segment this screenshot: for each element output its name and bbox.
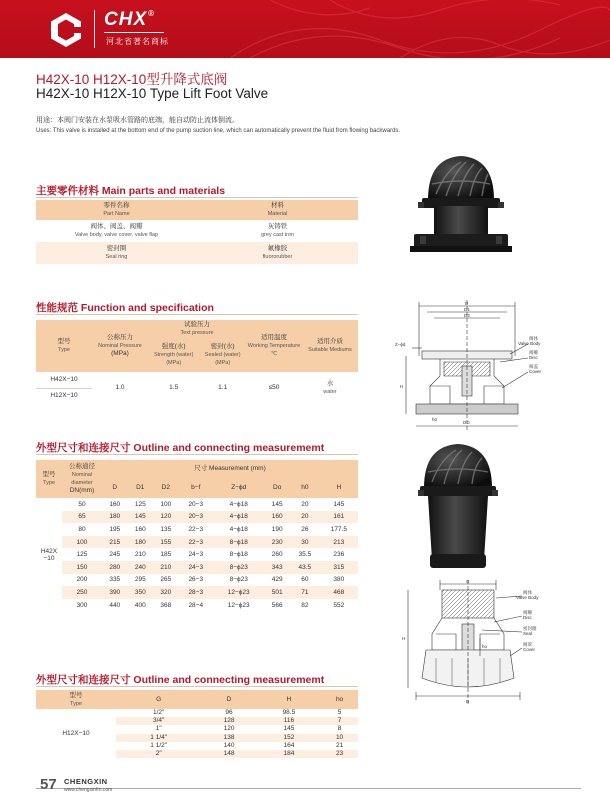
measure-cell: 160 xyxy=(109,500,121,508)
measure-cell: 24−3 xyxy=(179,561,213,574)
measure-cell: 210 xyxy=(134,551,146,559)
parts-section-rule xyxy=(36,197,358,198)
spec-table xyxy=(36,320,358,404)
dn-cell: 250 xyxy=(62,586,102,599)
measure-cell: 160 xyxy=(134,525,146,533)
brand-logo-icon xyxy=(46,10,86,50)
table-row xyxy=(36,372,358,388)
measure-cell: 125 xyxy=(134,500,146,508)
measure-cell: 43.5 xyxy=(290,561,320,574)
spec-header-temperature: 适用温度 Working Temperature ℃ xyxy=(246,320,302,372)
measure-cell: 566 xyxy=(271,601,283,609)
measure-cell: 8−ϕ23 xyxy=(229,576,248,584)
measure-cell: 71 xyxy=(290,586,320,599)
h12x-valve-photo xyxy=(414,442,502,572)
measure-cell: 116 xyxy=(257,717,321,725)
measure-cell: 12−ϕ23 xyxy=(227,601,250,609)
outline2-section-title: 外型尺寸和连接尺寸 Outline and connecting measurememt xyxy=(36,674,325,686)
measure-cell: 400 xyxy=(134,601,146,609)
table-row xyxy=(36,709,358,717)
dn-cell: 300 xyxy=(76,601,88,609)
measure-cell: 180 xyxy=(128,536,154,549)
uses-text-en: Uses: This valve is installed at the bottom end of the pump suction line, which can automatically prevent the fluid from flowing backwards. xyxy=(36,128,401,134)
measure-cell: 128 xyxy=(201,717,256,725)
outline1-header-dn: 公称通径 Nominal diameter DN(mm) xyxy=(62,460,102,498)
spec-strength-value: 1.5 xyxy=(169,384,179,391)
outline1-header-measurement: 尺寸 Measurement (mm) xyxy=(102,460,358,478)
outline1-col-header: b−f xyxy=(179,478,213,498)
measure-cell: 501 xyxy=(264,586,290,599)
outline2-col-header: ho xyxy=(321,690,358,709)
measure-cell: 100 xyxy=(160,500,172,508)
measure-cell: 265 xyxy=(160,576,172,584)
callout-body-cn: 阀体 xyxy=(529,336,538,341)
uses-text-cn: 用途：本阀门安装在水泵吸水管路的底端，能自动防止流体倒流。 xyxy=(36,117,239,124)
spec-header-medium: 适用介质 Suitable Mediums xyxy=(302,320,358,372)
measure-cell: 138 xyxy=(201,734,256,742)
dn-cell: 100 xyxy=(62,536,102,549)
measure-cell: 230 xyxy=(264,536,290,549)
parts-table xyxy=(36,200,358,264)
outline1-type-cell: H42X −10 xyxy=(40,547,58,562)
spec-header-sealed: 密封(水) Sealed (water) (MPa) xyxy=(199,338,246,372)
measure-cell: 5 xyxy=(337,709,342,717)
outline1-section-rule xyxy=(36,454,358,455)
measure-cell: 164 xyxy=(283,741,295,749)
measure-cell: 22−3 xyxy=(188,525,204,533)
callout-body-en: Valve Body xyxy=(516,595,539,600)
measure-cell: 210 xyxy=(153,561,179,574)
material-cell: 灰铸铁 grey cast iron xyxy=(260,223,294,238)
measure-cell: 260 xyxy=(271,551,283,559)
spec-section-rule xyxy=(36,314,358,315)
spec-type-1: H42X−10 xyxy=(36,372,92,388)
outline2-table xyxy=(36,690,358,758)
measure-cell: 135 xyxy=(160,525,172,533)
measure-cell: 380 xyxy=(333,576,345,584)
dim-label-h: H xyxy=(402,636,406,641)
measure-cell: 8−ϕ18 xyxy=(229,551,248,559)
part-name-cell: 密封圈 Seal ring xyxy=(36,242,197,264)
spec-medium-value: 水 water xyxy=(323,380,337,395)
measure-cell: 20 xyxy=(290,511,320,524)
measure-cell: 120 xyxy=(153,511,179,524)
dim-label-d1: D1 xyxy=(464,307,470,312)
measure-cell: 60 xyxy=(301,576,309,584)
table-row xyxy=(36,511,358,524)
measure-cell: 20−3 xyxy=(179,511,213,524)
outline1-col-header: h0 xyxy=(290,478,320,498)
size-cell: 3/4" xyxy=(116,717,201,725)
dim-label-d: D xyxy=(465,301,469,306)
spec-header-row-1 xyxy=(36,320,358,338)
measure-cell: 240 xyxy=(128,561,154,574)
dn-cell: 50 xyxy=(78,500,86,508)
measure-cell: 98.5 xyxy=(282,709,296,717)
measure-cell: 213 xyxy=(320,536,358,549)
callout-cover-en: Cover xyxy=(529,369,542,374)
banner-wave-pattern xyxy=(0,0,610,58)
measure-cell: 145 xyxy=(271,500,283,508)
parts-section-title: 主要零件材料 Main parts and materials xyxy=(36,185,226,197)
measure-cell: 160 xyxy=(264,511,290,524)
dim-label-h0: h0 xyxy=(432,417,438,422)
measure-cell: 22−3 xyxy=(179,536,213,549)
dim-label-h: H xyxy=(400,384,404,389)
measure-cell: 28−4 xyxy=(188,601,204,609)
callout-body-en: Valve Body xyxy=(518,341,541,346)
measure-cell: 184 xyxy=(257,750,321,758)
measure-cell: 120 xyxy=(223,725,235,733)
measure-cell: 21 xyxy=(335,741,344,749)
h42x-section-drawing xyxy=(392,296,542,436)
outline1-col-header: D1 xyxy=(128,478,154,498)
outline1-header-row-1 xyxy=(36,460,358,478)
callout-cover-cn: 阀盖 xyxy=(529,364,538,369)
dim-label-d: D xyxy=(466,699,470,704)
brand-name: CHX® xyxy=(104,9,156,30)
material-cell: 氟橡胶 fluororubber xyxy=(197,242,358,264)
measure-cell: 23 xyxy=(321,750,358,758)
outline1-col-header: Z−ϕd xyxy=(213,478,264,498)
outline2-section-rule xyxy=(36,686,358,687)
measure-cell: 4−ϕ18 xyxy=(229,500,248,508)
size-cell: 1" xyxy=(155,725,162,733)
dn-cell: 65 xyxy=(62,511,102,524)
dim-label-g: G xyxy=(466,579,470,584)
measure-cell: 30 xyxy=(290,536,320,549)
spec-type-2: H12X−10 xyxy=(50,392,78,400)
dn-cell: 200 xyxy=(76,576,88,584)
footer-url: www.chengxinfm.com xyxy=(64,787,113,793)
callout-seal-cn: 密封圈 xyxy=(523,626,537,631)
outline2-type-cell: H12X−10 xyxy=(62,729,90,737)
spec-sealed-value: 1.1 xyxy=(218,384,228,391)
measure-cell: 35.5 xyxy=(298,551,312,559)
measure-cell: 215 xyxy=(102,536,128,549)
size-cell: 1/2" xyxy=(153,709,165,717)
measure-cell: 152 xyxy=(257,734,321,742)
measure-cell: 96 xyxy=(225,709,233,717)
outline2-col-header: D xyxy=(201,690,256,709)
measure-cell: 335 xyxy=(109,576,121,584)
measure-cell: 440 xyxy=(109,601,121,609)
measure-cell: 343 xyxy=(264,561,290,574)
page-title-en: H42X-10 H12X-10 Type Lift Foot Valve xyxy=(36,86,269,101)
page-number: 57 xyxy=(40,776,57,793)
dim-label-z: Z−ϕd xyxy=(395,342,406,347)
measure-cell: 7 xyxy=(321,717,358,725)
table-row xyxy=(36,599,358,612)
measure-cell: 8−ϕ18 xyxy=(213,536,264,549)
measure-cell: 145 xyxy=(283,725,295,733)
table-row xyxy=(36,523,358,536)
parts-header-material: 材料 Material xyxy=(197,200,358,220)
measure-cell: 24−3 xyxy=(188,551,204,559)
measure-cell: 4−ϕ18 xyxy=(213,511,264,524)
measure-cell: 155 xyxy=(153,536,179,549)
measure-cell: 245 xyxy=(109,551,121,559)
measure-cell: 4−ϕ18 xyxy=(229,525,248,533)
measure-cell: 429 xyxy=(271,576,283,584)
measure-cell: 190 xyxy=(271,525,283,533)
measure-cell: 185 xyxy=(160,551,172,559)
header-banner xyxy=(0,0,610,58)
measure-cell: 468 xyxy=(320,586,358,599)
measure-cell: 26 xyxy=(301,525,309,533)
measure-cell: 195 xyxy=(109,525,121,533)
size-cell: 1 1/4" xyxy=(116,734,201,742)
outline1-col-header: D2 xyxy=(153,478,179,498)
measure-cell: 145 xyxy=(333,500,345,508)
spec-section-title: 性能规范 Function and specification xyxy=(36,302,214,314)
callout-disc-en: Disc xyxy=(523,615,532,620)
dn-cell: 125 xyxy=(76,551,88,559)
h12x-section-drawing xyxy=(396,578,544,706)
measure-cell: 8−ϕ23 xyxy=(213,561,264,574)
table-row xyxy=(36,548,358,561)
measure-cell: 161 xyxy=(320,511,358,524)
spec-header-strength: 强度(水) Strength (water) (MPa) xyxy=(148,338,199,372)
table-row xyxy=(36,220,358,242)
outline1-col-header: D xyxy=(102,478,128,498)
outline1-col-header: Do xyxy=(264,478,290,498)
measure-cell: 295 xyxy=(134,576,146,584)
outline2-col-header: H xyxy=(257,690,321,709)
measure-cell: 145 xyxy=(128,511,154,524)
callout-body-cn: 阀体 xyxy=(523,590,532,595)
table-row xyxy=(36,574,358,587)
callout-disc-cn: 阀瓣 xyxy=(523,610,532,615)
measure-cell: 280 xyxy=(102,561,128,574)
spec-header-type: 型号 Type xyxy=(36,320,92,372)
outline1-header-type: 型号 Type xyxy=(36,460,62,498)
table-row xyxy=(36,561,358,574)
table-row xyxy=(36,498,358,511)
dn-cell: 80 xyxy=(78,525,86,533)
dim-label-do: DO xyxy=(463,420,470,425)
callout-disc-cn: 阀瓣 xyxy=(529,350,538,355)
measure-cell: 315 xyxy=(320,561,358,574)
outline1-col-header: H xyxy=(320,478,358,498)
measure-cell: 552 xyxy=(333,601,345,609)
parts-header-part: 零件名称 Part Name xyxy=(36,200,197,220)
measure-cell: 236 xyxy=(333,551,345,559)
measure-cell: 368 xyxy=(160,601,172,609)
spec-temp-value: ≤50 xyxy=(268,384,280,391)
outline1-section-title: 外型尺寸和连接尺寸 Outline and connecting measurememt xyxy=(36,442,325,454)
measure-cell: 320 xyxy=(153,586,179,599)
measure-cell: 140 xyxy=(223,741,235,749)
page-title-cn: H42X-10 H12X-10型升降式底阀 xyxy=(36,72,228,87)
measure-cell: 390 xyxy=(102,586,128,599)
measure-cell: 8 xyxy=(337,725,342,733)
table-row xyxy=(36,536,358,549)
size-cell: 1 1/2" xyxy=(150,741,168,749)
measure-cell: 350 xyxy=(128,586,154,599)
spec-np-value: 1.0 xyxy=(115,384,125,391)
brand-underline xyxy=(104,32,164,33)
table-row xyxy=(36,586,358,599)
h42x-valve-photo xyxy=(406,150,516,270)
measure-cell: 82 xyxy=(301,601,309,609)
footer-brand: CHENGXIN xyxy=(64,777,108,786)
measure-cell: 177.5 xyxy=(330,525,347,533)
outline2-header-type: 型号 Type xyxy=(36,690,116,709)
measure-cell: 148 xyxy=(201,750,256,758)
footer-rule xyxy=(36,788,581,789)
dim-label-ho: ho xyxy=(482,644,488,649)
measure-cell: 20 xyxy=(301,500,309,508)
callout-cover-cn: 阀罩 xyxy=(523,642,532,647)
measure-cell: 180 xyxy=(102,511,128,524)
measure-cell: 12−ϕ23 xyxy=(213,586,264,599)
table-row xyxy=(36,242,358,264)
measure-cell: 10 xyxy=(321,734,358,742)
spec-header-nominal-pressure: 公称压力 Nominal Pressure (MPa) xyxy=(92,320,148,372)
brand-tagline: 河北省著名商标 xyxy=(106,37,169,46)
callout-cover-en: Cover xyxy=(523,647,536,652)
outline2-header-row xyxy=(36,690,358,709)
outline2-col-header: G xyxy=(116,690,201,709)
dim-label-d2: D2 xyxy=(464,313,470,318)
parts-header-row xyxy=(36,200,358,220)
callout-seal-en: Seal xyxy=(523,631,533,636)
spec-header-test-pressure: 试验压力 Text pressure xyxy=(148,320,246,338)
callout-disc-en: Disc xyxy=(529,355,538,360)
size-cell: 2" xyxy=(116,750,201,758)
dn-cell: 150 xyxy=(62,561,102,574)
measure-cell: 26−3 xyxy=(188,576,204,584)
measure-cell: 20−3 xyxy=(188,500,204,508)
outline1-table xyxy=(36,460,358,611)
part-name-cell: 阀体、阀盖、阀瓣 Valve body, valve cover, valve flap xyxy=(74,223,159,238)
measure-cell: 28−3 xyxy=(179,586,213,599)
logo-separator xyxy=(94,10,95,48)
